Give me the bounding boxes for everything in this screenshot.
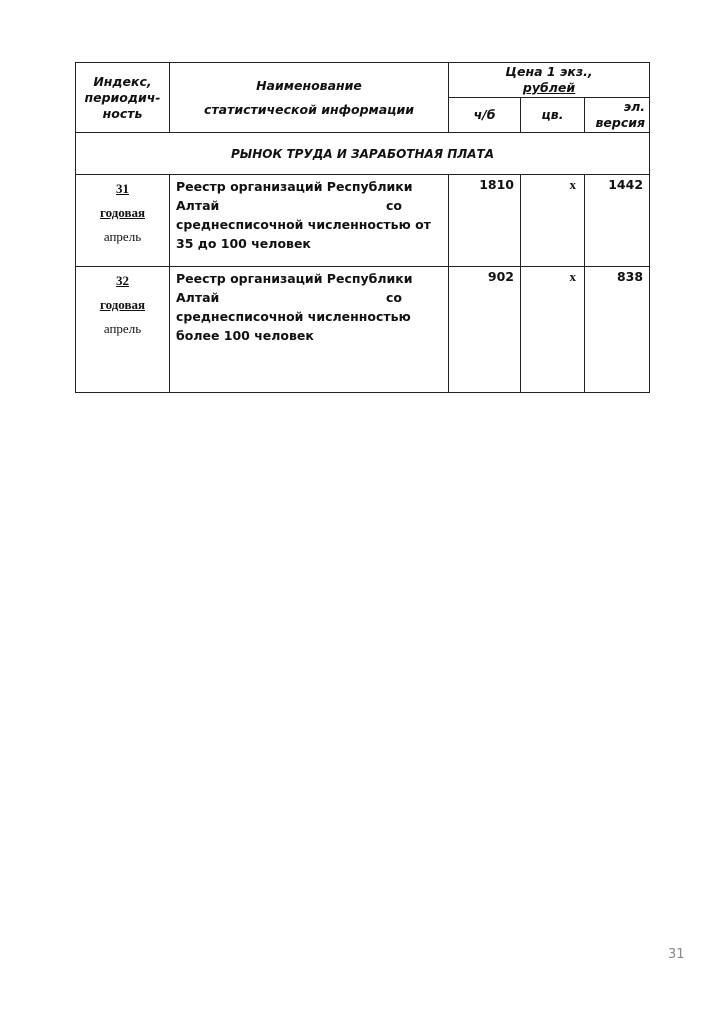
page-number: 31 (668, 947, 685, 962)
name-cell (170, 267, 449, 393)
name-line: со (386, 290, 402, 305)
periodicity: годовая (99, 205, 145, 220)
name-line: более 100 человек (176, 328, 314, 343)
header-text: Наименование (256, 77, 362, 93)
price-bw: 1810 (449, 175, 521, 267)
name-line: Алтай (176, 290, 220, 305)
release-month: апрель (103, 229, 142, 244)
header-text: Индекс, (93, 73, 152, 89)
price-electronic: 1442 (585, 175, 650, 267)
price-table (75, 62, 650, 393)
release-month: апрель (103, 321, 142, 336)
index-number: 31 (116, 181, 129, 196)
table-row (76, 267, 650, 393)
name-line: Реестр организаций Республики (176, 179, 413, 194)
header-text: Цена 1 экз., (505, 64, 593, 79)
name-line: среднесписочной численностью от (176, 217, 431, 232)
price-color: х (521, 175, 585, 267)
header-electronic: эл. версия (585, 98, 650, 133)
header-text: статистической информации (204, 101, 414, 117)
header-text: рублей (522, 80, 576, 95)
index-cell (76, 175, 170, 267)
header-index (76, 63, 170, 133)
index-number: 32 (116, 273, 129, 288)
header-text: периодич- (84, 89, 161, 105)
name-line: 35 до 100 человек (176, 236, 311, 251)
price-electronic: 838 (585, 267, 650, 393)
table-row (76, 175, 650, 267)
header-text: ность (102, 105, 143, 121)
name-line: Алтай (176, 198, 220, 213)
header-price (449, 63, 650, 98)
price-bw: 902 (449, 267, 521, 393)
name-line: со (386, 198, 402, 213)
header-bw: ч/б (449, 98, 521, 133)
section-title: РЫНОК ТРУДА И ЗАРАБОТНАЯ ПЛАТА (76, 133, 650, 175)
header-name (170, 63, 449, 133)
header-color: цв. (521, 98, 585, 133)
price-color: х (521, 267, 585, 393)
name-line: Реестр организаций Республики (176, 271, 413, 286)
name-cell (170, 175, 449, 267)
name-line: среднесписочной численностью (176, 309, 411, 324)
periodicity: годовая (99, 297, 145, 312)
index-cell (76, 267, 170, 393)
